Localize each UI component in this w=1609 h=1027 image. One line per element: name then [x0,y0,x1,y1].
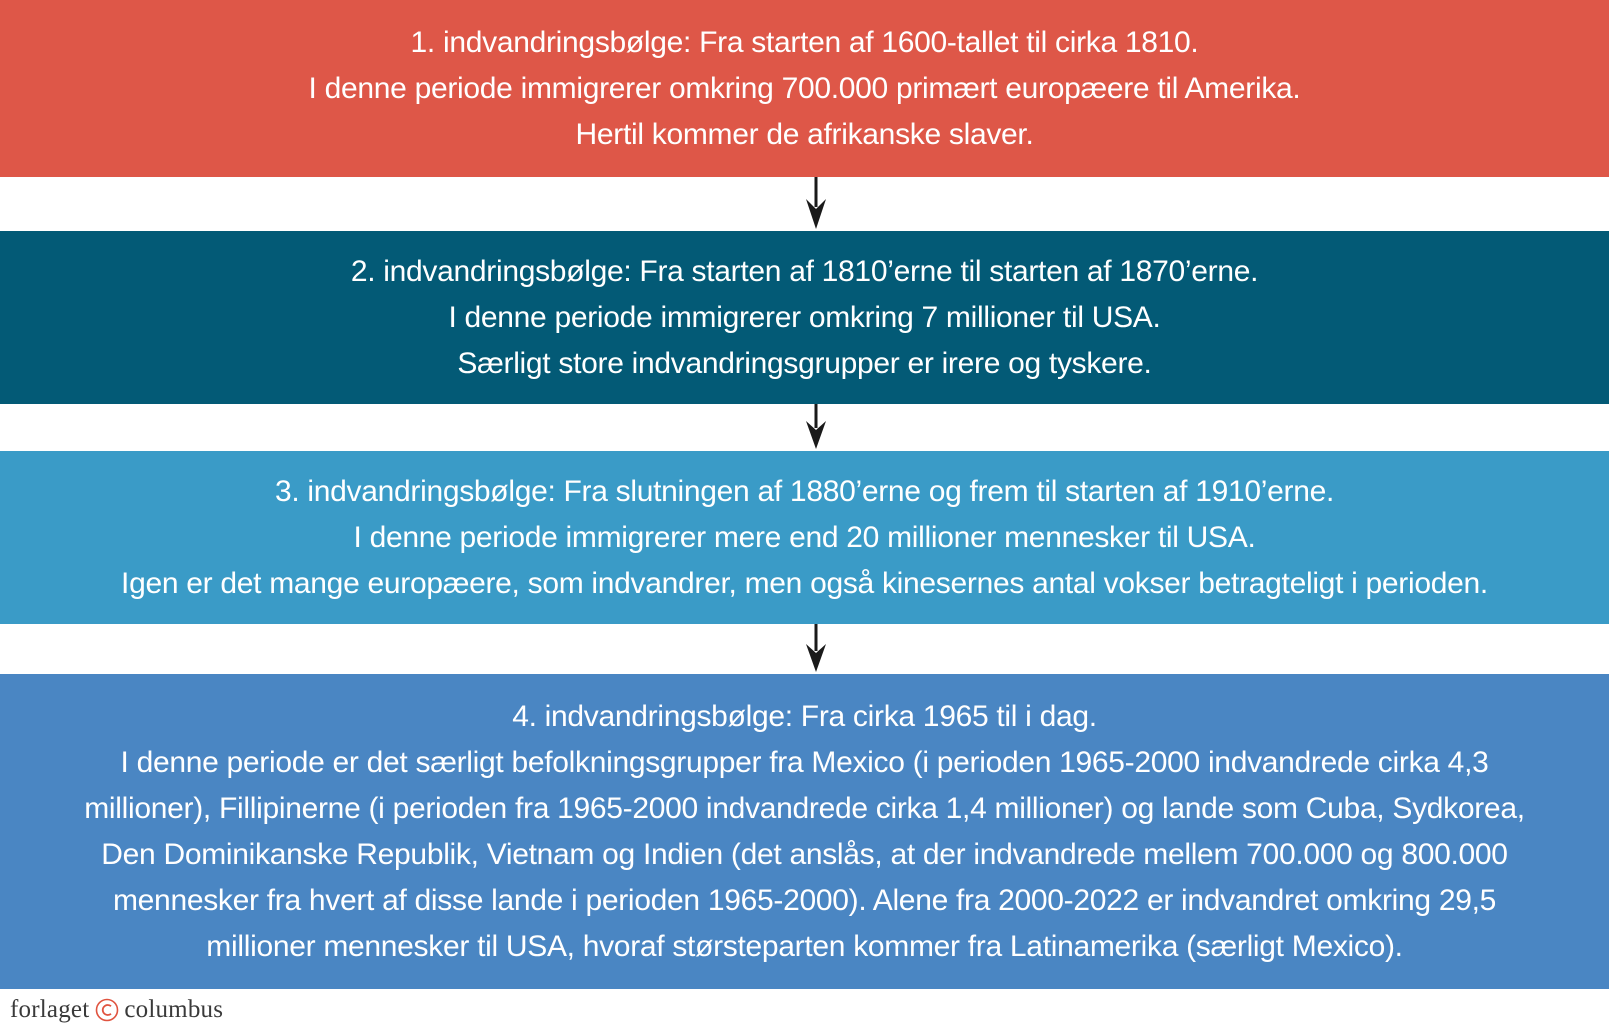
arrow-down-icon [804,404,828,451]
wave-4-line: I denne periode er det særligt befolkningsgrupper fra Mexico (i perioden 1965-2000 indvandrede cirka 4,3 [120,745,1489,779]
publisher-name-left: forlaget [10,996,90,1023]
publisher-logo [10,995,223,1025]
wave-3-line: Igen er det mange europæere, som indvandrer, men også kinesernes antal vokser betragteligt i perioden. [121,566,1488,600]
wave-2-heading: 2. indvandringsbølge: Fra starten af 1810’erne til starten af 1870’erne. [350,254,1259,288]
wave-3-box [0,451,1609,624]
wave-4-line: Den Dominikanske Republik, Vietnam og Indien (det anslås, at der indvandrede mellem 700.000 og 800.000 [101,837,1508,871]
wave-2-line: Særligt store indvandringsgrupper er irere og tyskere. [457,346,1152,380]
wave-2-line: I denne periode immigrerer omkring 7 millioner til USA. [448,300,1161,334]
publisher-name-right: columbus [124,996,224,1023]
wave-4-line: mennesker fra hvert af disse lande i perioden 1965-2000). Alene fra 2000-2022 er indvandret omkring 29,5 [112,883,1497,917]
wave-1-box [0,0,1609,177]
copyright-c-icon [95,998,119,1022]
wave-4-line: millioner), Fillipinerne (i perioden fra 1965-2000 indvandrede cirka 1,4 millioner) og lande som Cuba, Sydkorea, [84,791,1525,825]
wave-2-box [0,231,1609,404]
wave-1-line: I denne periode immigrerer omkring 700.000 primært europæere til Amerika. [308,71,1301,105]
arrow-down-icon [804,177,828,231]
wave-1-line: Hertil kommer de afrikanske slaver. [575,117,1034,151]
wave-3-line: I denne periode immigrerer mere end 20 millioner mennesker til USA. [353,520,1256,554]
wave-4-box [0,674,1609,989]
wave-4-heading: 4. indvandringsbølge: Fra cirka 1965 til i dag. [512,699,1097,733]
wave-3-heading: 3. indvandringsbølge: Fra slutningen af 1880’erne og frem til starten af 1910’erne. [274,474,1335,508]
arrow-down-icon [804,624,828,674]
wave-4-line: millioner mennesker til USA, hvoraf størsteparten kommer fra Latinamerika (særligt Mexico). [206,929,1403,963]
wave-1-heading: 1. indvandringsbølge: Fra starten af 1600-tallet til cirka 1810. [410,25,1199,59]
